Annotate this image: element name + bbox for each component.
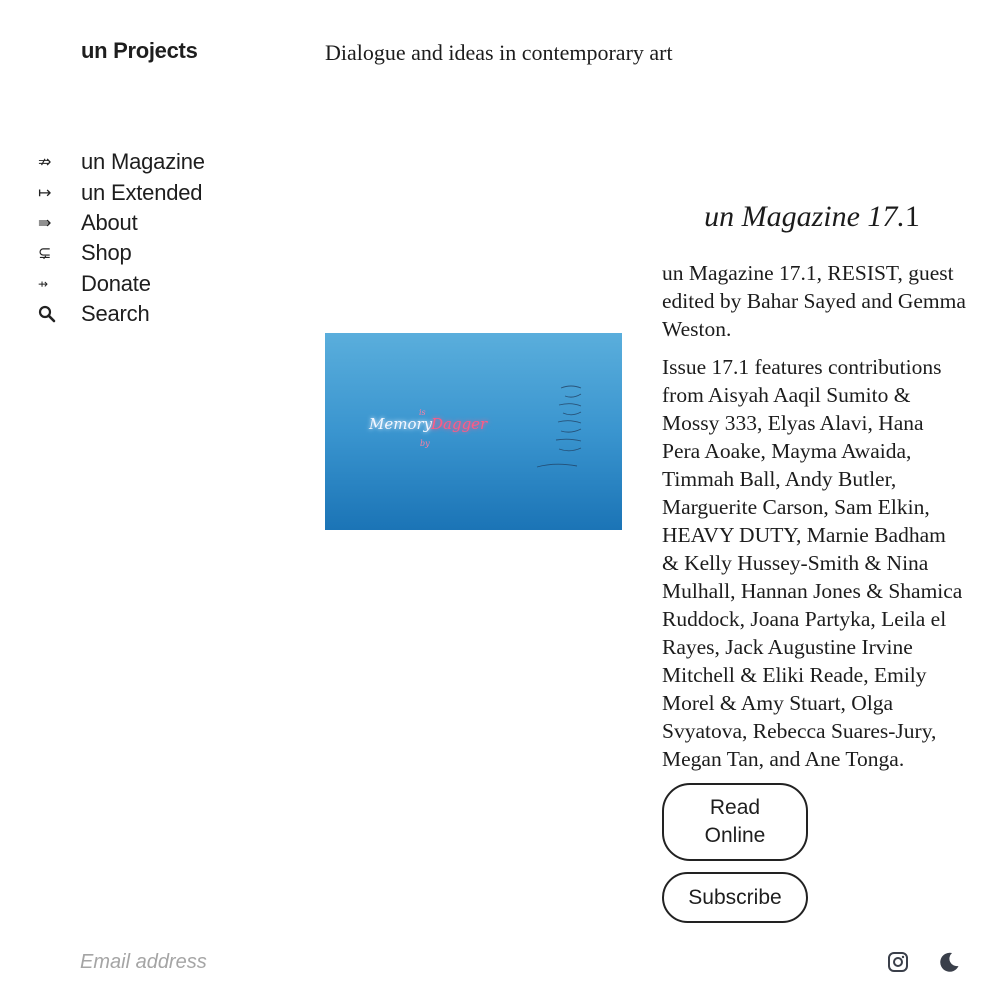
issue-summary: un Magazine 17.1, RESIST, guest edited by Bahar Sayed and Gemma Weston. <box>662 261 966 341</box>
rightwards-arrow-from-bar-icon: ↦ <box>38 184 52 202</box>
subset-icon: ⊊ <box>38 245 52 263</box>
dark-mode-moon-icon[interactable] <box>937 950 961 974</box>
nav-item-search[interactable] <box>38 299 205 329</box>
nav-item-label: Donate <box>81 270 151 296</box>
email-signup-input[interactable] <box>80 946 340 978</box>
neon-small-top: is <box>419 408 426 417</box>
issue-contributors: Issue 17.1 features contributions from Aisyah Aaqil Sumito & Mossy 333, Elyas Alavi, Hana Pera Aoake, Mayma Awaida, Timmah Ball, Andy Butler, Marguerite Carson, Sam Elkin, HEAVY DUTY, Marnie Badham & Kelly Hussey-Smith & Nina Mulhall, Hannan Jones & Shamica Ruddock, Joana Partyka, Leila el Rayes, Jack Augustine Irvine Mitchell & Eliki Reade, Emily Morel & Amy Stuart, Olga Svyatova, Rebecca Suares-Jury, Megan Tan, and Ane Tonga. <box>662 355 963 771</box>
nav-item-label: Search <box>81 301 150 327</box>
nav-item-label: Shop <box>81 240 132 266</box>
not-rightwards-double-arrow-icon: ⇏ <box>38 154 52 172</box>
subscribe-button[interactable]: Subscribe <box>662 872 808 923</box>
issue-description <box>662 259 966 783</box>
site-tagline: Dialogue and ideas in contemporary art <box>325 40 673 65</box>
nav-item-about[interactable] <box>38 208 205 238</box>
neon-word-left: Memory <box>369 415 433 433</box>
neon-artwork <box>325 333 622 530</box>
neon-small-bottom: by <box>420 439 430 448</box>
issue-title <box>662 200 962 234</box>
nav-item-un-extended[interactable] <box>38 177 205 207</box>
plus-arrow-icon: ⇸ <box>38 276 49 291</box>
nav-item-un-magazine[interactable] <box>38 147 205 177</box>
instagram-icon[interactable] <box>886 950 910 974</box>
nav-item-label: un Magazine <box>81 149 205 175</box>
nav-item-donate[interactable] <box>38 269 205 299</box>
issue-title-italic: un Magazine 17. <box>704 200 905 233</box>
nav-item-shop[interactable] <box>38 238 205 268</box>
issue-title-number: 1 <box>904 200 920 233</box>
script-calligraphy <box>537 386 581 467</box>
rightwards-double-arrow-icon: ⇛ <box>38 214 52 232</box>
read-online-button[interactable]: Read Online <box>662 783 808 861</box>
nav-item-label: About <box>81 209 138 235</box>
site-logo-link[interactable]: un Projects <box>81 38 198 63</box>
search-icon <box>38 305 81 323</box>
main-nav <box>38 147 205 329</box>
nav-item-label: un Extended <box>81 179 203 205</box>
neon-word-right: Dagger <box>431 415 488 433</box>
issue-cover-image[interactable] <box>325 333 622 530</box>
